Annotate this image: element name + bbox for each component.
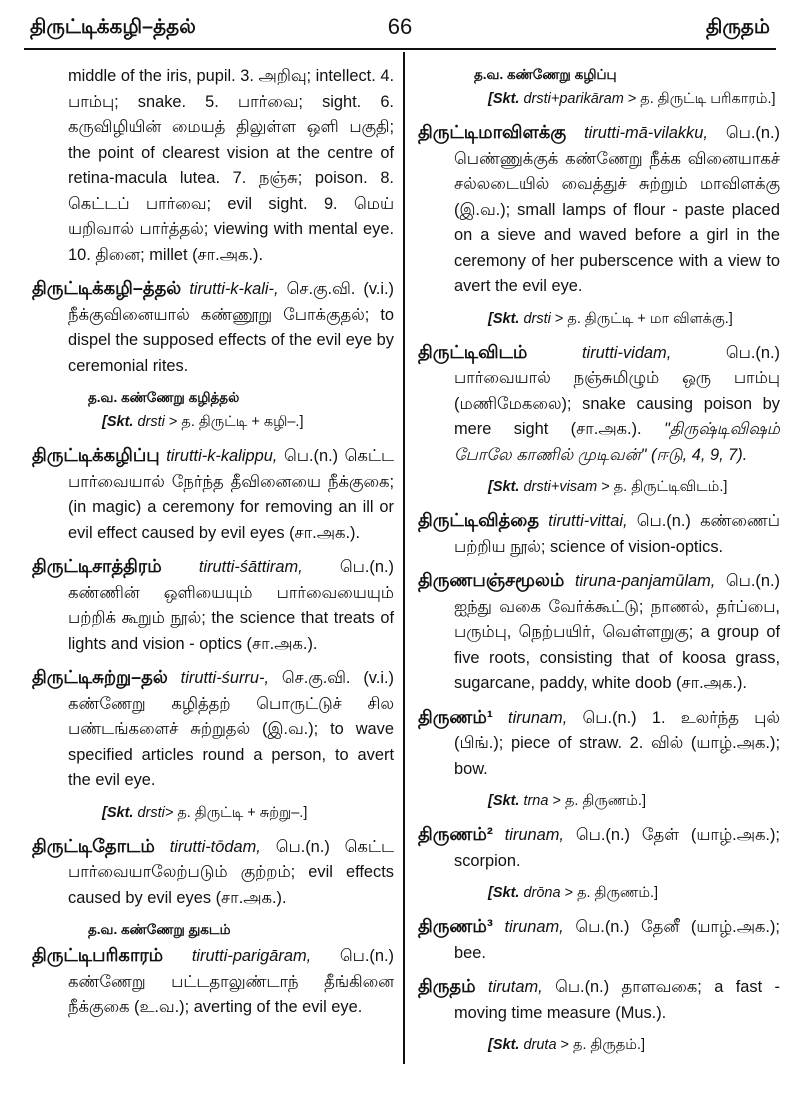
entry xyxy=(32,943,394,1021)
transliteration: tirunam, xyxy=(504,918,564,936)
etymology-source: drsti+parikāram xyxy=(523,91,624,107)
column-divider xyxy=(403,52,405,1064)
etymology-label: [Skt. xyxy=(488,793,520,809)
etymology-source: drsti xyxy=(137,414,165,430)
page-header xyxy=(24,14,776,48)
definition: பெ.(n.) கெட்ட பார்வையாலேற்படும் குற்றம்; evil effects caused by evil eyes (சா.அக.). xyxy=(68,837,394,907)
etymology xyxy=(32,411,394,433)
etymology-label: [Skt. xyxy=(488,479,520,495)
etymology-source: trna xyxy=(523,793,549,809)
headword: திருட்டிசுற்று–தல் xyxy=(32,667,168,687)
headword: திருணம்³ xyxy=(418,916,493,936)
transliteration: tirutti-vittai, xyxy=(548,512,628,530)
entry xyxy=(418,974,780,1026)
transliteration: tirunam, xyxy=(504,826,564,844)
headword: திருட்டிவிடம் xyxy=(418,341,528,362)
entry xyxy=(32,443,394,546)
etymology-rest: > த. திருணம்.] xyxy=(552,793,646,809)
continued-definition: middle of the iris, pupil. 3. அறிவு; intellect. 4. பாம்பு; snake. 5. பார்வை; sight. 6. கருவிழியின் மையத் திலுள்ள ஒளி பகுதி; the point of clearest vision at the centre of retina-macula lutea. 7. நஞ்சு; poison. 8. கெட்டப் பார்வை; evil sight. 9. மெய் யறிவால் பார்த்தல்; viewing with mental eye. 10. தினை; millet (சா.அக.). xyxy=(68,67,394,264)
right-column xyxy=(418,64,780,1066)
etymology xyxy=(418,476,780,498)
definition: பெ.(n.) 1. உலர்ந்த புல் (பிங்.); piece of straw. 2. வில் (யாழ்.அக.); bow. xyxy=(454,708,780,778)
etymology xyxy=(32,802,394,824)
etymology-rest: > த. திருட்டி பரிகாரம்.] xyxy=(627,91,776,107)
usage-note: த.வ. கண்ணேறு துகடம் xyxy=(88,922,231,937)
headword: திருட்டிமாவிளக்கு xyxy=(418,122,567,142)
headword: திருணம்¹ xyxy=(418,706,493,727)
etymology xyxy=(418,882,780,904)
entry xyxy=(32,276,394,379)
etymology xyxy=(418,1034,780,1056)
etymology-label: [Skt. xyxy=(488,885,520,901)
etymology-label: [Skt. xyxy=(102,414,134,430)
definition: பெ.(n.) கண்ணேறு பட்டதாலுண்டாந் தீங்கினை நீக்குகை (உ.வ.); averting of the evil eye. xyxy=(68,947,394,1016)
definition: பெ.(n.) தேள் (யாழ்.அக.); scorpion. xyxy=(454,826,780,870)
definition: பெ.(n.) ஐந்து வகை வேர்க்கூட்டு; நாணல், தர்ப்பை, பரும்பு, நெற்பயிர், வெள்ளறுகு; a group of five roots, consisting that of koosa grass, sugarcane, paddy, white doob (சா.அக.). xyxy=(454,572,780,692)
transliteration: tirutam, xyxy=(488,978,543,996)
etymology xyxy=(418,308,780,330)
transliteration: tirutti-śurru-, xyxy=(180,669,270,687)
headword: திருணபஞ்சமூலம் xyxy=(418,570,565,590)
transliteration: tirutti-k-kalippu, xyxy=(166,447,278,465)
etymology-rest: > த. திருட்டிவிடம்.] xyxy=(601,479,728,495)
transliteration: tiruna-panjamūlam, xyxy=(574,572,716,590)
definition: செ.கு.வி. (v.i.) கண்ணேறு கழித்தற் பொருட்டுச் சில பண்டங்களைச் சுற்றுதல் (இ.வ.); to wave specified articles round a person, to avert the evil eye. xyxy=(68,669,394,789)
page-number: 66 xyxy=(387,14,413,39)
running-head-right: திருதம் xyxy=(705,16,770,38)
etymology-label: [Skt. xyxy=(488,310,520,327)
running-head-left: திருட்டிக்கழி–த்தல் xyxy=(30,16,196,38)
entry xyxy=(32,834,394,912)
entry xyxy=(32,665,394,794)
entry xyxy=(418,120,780,300)
etymology-label: [Skt. xyxy=(488,91,520,107)
entry xyxy=(418,822,780,874)
transliteration: tirutti-mā-vilakku, xyxy=(584,124,708,142)
etymology-rest: > த. திருட்டி + மா விளக்கு.] xyxy=(554,310,733,327)
headword: திருட்டிசாத்திரம் xyxy=(32,556,162,576)
headword: திருணம்² xyxy=(418,824,493,844)
entry xyxy=(418,508,780,560)
quotation: "திருஷ்டிவிஷம் போலே காணில் முடிவன்" (ஈடு, 4, 9, 7). xyxy=(454,420,780,464)
transliteration: tirutti-parigāram, xyxy=(191,947,312,965)
transliteration: tirutti-k-kali-, xyxy=(189,280,279,298)
left-column xyxy=(32,64,394,1029)
definition: பெ.(n.) கெட்ட பார்வையால் நேர்ந்த தீவினையை நீக்குகை; (in magic) a ceremony for removing an ill or evil effect caused by evil eyes (சா.அக.). xyxy=(68,447,395,542)
transliteration: tirutti-vidam, xyxy=(582,343,672,362)
transliteration: tirunam, xyxy=(508,708,568,727)
definition: பெ.(n.) கண்ணின் ஒளியையும் பார்வையையும் பற்றிக் கூறும் நூல்; the science that treats of lights and vision - optics (சா.அக.). xyxy=(68,558,394,653)
etymology-source: drsti+visam xyxy=(523,479,598,495)
etymology xyxy=(418,790,780,812)
usage-note: த.வ. கண்ணேறு கழித்தல் xyxy=(88,390,240,405)
etymology-source: drsti> xyxy=(137,804,174,821)
headword: திருட்டிபரிகாரம் xyxy=(32,945,164,965)
etymology-label: [Skt. xyxy=(102,804,134,821)
etymology-rest: த. திருட்டி + சுற்று–.] xyxy=(177,804,308,821)
transliteration: tirutti-tōdam, xyxy=(169,837,261,856)
headword: திருட்டிக்கழி–த்தல் xyxy=(32,278,182,298)
entry xyxy=(418,914,780,966)
etymology-source: druta xyxy=(523,1037,557,1053)
definition: பெ.(n.) கண்ணைப் பற்றிய நூல்; science of vision-optics. xyxy=(454,512,780,556)
headword: திருதம் xyxy=(418,976,476,996)
etymology xyxy=(418,88,780,110)
entry xyxy=(418,340,780,469)
definition: செ.கு.வி. (v.i.) நீக்குவினையால் கண்ணூறு போக்குதல்; to dispel the supposed effects of the evil eye by ceremonial rites. xyxy=(68,280,395,375)
definition: பெ.(n.) தாளவகை; a fast - moving time measure (Mus.). xyxy=(454,978,780,1022)
etymology-source: drsti xyxy=(523,310,551,327)
entry xyxy=(32,554,394,657)
entry xyxy=(418,568,780,697)
headword: திருட்டிதோடம் xyxy=(32,835,155,856)
definition: பெ.(n.) தேனீ (யாழ்.அக.); bee. xyxy=(454,918,780,962)
etymology-label: [Skt. xyxy=(488,1037,520,1053)
header-rule xyxy=(24,48,776,50)
etymology-rest: > த. திருதம்.] xyxy=(560,1037,646,1053)
entry xyxy=(418,705,780,783)
transliteration: tirutti-śāttiram, xyxy=(198,558,303,576)
definition: பெ.(n.) பார்வையால் நஞ்சுமிழும் ஒரு பாம்பு (மணிமேகலை); snake causing poison by mere sight (சா.அக.). xyxy=(454,343,780,438)
usage-note: த.வ. கண்ணேறு கழிப்பு xyxy=(474,67,617,82)
etymology-source: drōna xyxy=(523,885,561,901)
etymology-rest: > த. திருணம்.] xyxy=(564,885,659,901)
headword: திருட்டிக்கழிப்பு xyxy=(32,445,160,465)
definition: பெ.(n.) பெண்ணுக்குக் கண்ணேறு நீக்க வினையாகச் சல்லடையில் வைத்துச் சுற்றும் மாவிளக்கு (இ.வ.); small lamps of flour - paste placed on a sieve and waved before a girl in the ceremony of her puberscence with a view to avert the evil eye. xyxy=(454,124,780,295)
headword: திருட்டிவித்தை xyxy=(418,510,540,530)
etymology-rest: > த. திருட்டி + கழி–.] xyxy=(168,414,304,430)
